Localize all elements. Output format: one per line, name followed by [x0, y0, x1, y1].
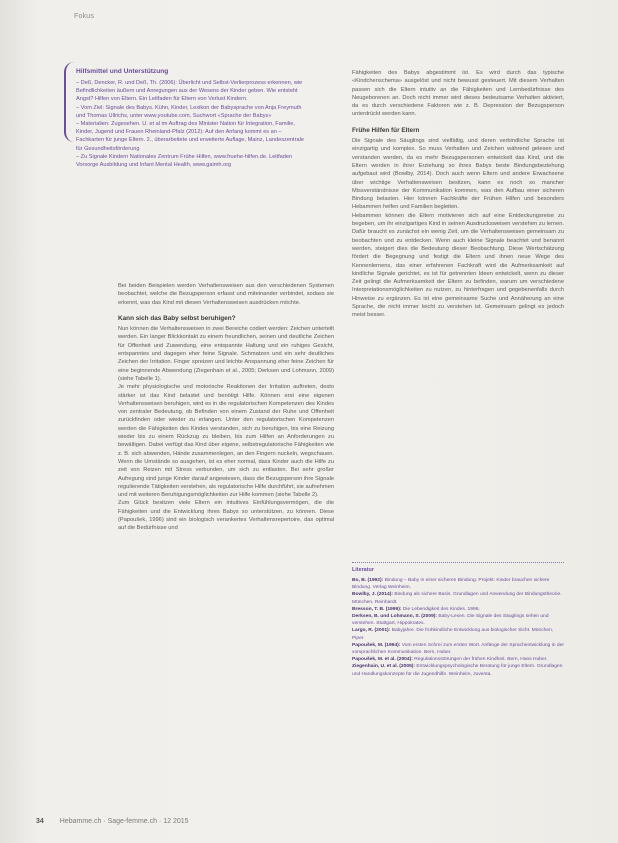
literature-list [352, 577, 564, 678]
literature-entry: Bowlby, J. (2014): Bindung als sichere Basis. Grundlagen und Anwendung der Bindungstheorie. München, Reinhardt. [352, 592, 562, 605]
left-heading: Kann sich das Baby selbst beruhigen? [118, 314, 236, 322]
journal-name: Hebamme.ch · Sage-femme.ch · 12 2015 [59, 818, 189, 825]
right-intro: Fähigkeiten des Babys abgestimmt ist. Es wird durch das typische «Kindchenschema» ausgelöst und nicht bewusst gesteuert. Mit diesem Verhalten passen sich die Eltern intuitiv an die Fähigkeiten und Lernbedürfnisse des Neugeborenen an. Doch nicht immer wird dieses bedeutsame Verhalten aktiviert, da es durch verschiedene Faktoren wie z. B. Depression der Bezugsperson unterdrückt werden kann. [352, 70, 564, 118]
left-paragraph: Je mehr physiologische und motorische Reaktionen der Irritation auftreten, desto stärker ist das Kind belastet und benötigt Hilfe. Können erst eine eigenen Verhaltensweisen beruhigen, wird es in die regulatorischen Kompetenzen des Kindes von zentraler Bedeutung, ob Befinden von einem Zustand der Ruhe und Offenheit zurückfinden oder wieder zu erlangen. Unter den regulatorischen Kompetenzen werden die Fähigkeiten des Kindes verstanden, sich zu beruhigen, bis eine Reizung wieder bis zu einem Rückzug zu bleiben, bis zum Hilfen an Anforderungen zu bewältigen. Dabei verfügt das Kind über eigene, selbstregulatorische Fähigkeiten wie z. B. sich abwenden, Hände zusammenlegen, an den Fingern nuckeln, wegschauen. Wenn die Umstände so ausgehen, ist es eher normal, dass Kinder auch die Hilfe zu zeit von Reizen mit Stress verbunden, um sich zu entlasten. Bei sehr großer Aufregung sind junge Kinder darauf angewiesen, dass die Bezugsperson ihre Signale regulierende Tätigkeiten verstehen, als regulatorische Hilfe durchführt, sie aufnehmen und mit weiteren Beruhigungsmöglichkeiten zur Hilfe kommen (siehe Tabelle 2). [118, 384, 334, 499]
tip-box [64, 62, 304, 277]
tip-item: – Materialien: Zugesehen. U. et al im Auftrag des Minister Nation für Integration, Familie, Kinder, Jugend und Frauen Rheinland-Pfalz (2012): Auf den Anfang kommt es an – Fachkarten für junge Eltern. 2., überarbeitete und erweiterte Auflage, Mainz, Landeszentrale für Gesundheitsförderung [76, 121, 304, 152]
tip-bracket [64, 62, 74, 142]
literature-entry: Bresson, T. B. (1999): Die Lebendigkeit des Kindes. 1996. [352, 606, 480, 612]
tip-title: Hilfsmittel und Unterstützung [76, 68, 169, 75]
running-head: Fokus [74, 13, 95, 20]
left-column [118, 282, 334, 533]
page-footer [36, 818, 189, 825]
literature-entry: Papoušek, M. et al. (2004): Regulationsstörungen der frühen Kindheit. Bern, Hans Huber. [352, 657, 548, 663]
right-heading: Frühe Hilfen für Eltern [352, 126, 420, 134]
literature-title: Literatur [352, 567, 374, 573]
left-paragraph: Nun können die Verhaltensweisen in zwei Bereiche codiert werden: Zeichen unterteilt werden. Ein langer Blickkontakt zu einem freundlichen, seinen und deutliche Zeichen für Offenheit und Zuwendung, eine entspannte Haltung und ein ruhiges Gesicht, entspanntes und dagegen eher feine Signale. Schmatzen und ein sehr deutliches Zeichen der Irritation. Finger spreizen und leichte Anspannung eher feine Zeichen für eine beginnende Abwendung (Ziegenhain et al., 2005; Derksen und Lohmann, 2009) (siehe Tabelle 1). [118, 326, 334, 382]
right-paragraph: Hebammen können die Eltern motivieren sich auf eine Entdeckungsreise zu begeben, um ihr einzigartiges Kind in seinen Ausdrucksweisen verstehen zu lernen. Dafür braucht es zunächst ein wenig Zeit, um die Verhaltensweisen gemeinsam zu beobachten und zu entdecken. Wenn auch kleine Signale beachtet und benannt werden, steigert dies die Bedeutung dieser Beobachtung. Diese Wertschätzung fördert die Begegnung und festigt die Eltern und ihnen neue Wege des Kennenlernens, das einer erfahrenen Fachkraft wird die Aufmerksamkeit auf kindliche Signale gerichtet, es ist für getrennten Ideen entwickelt, wenn zu dieser Zeit gelingt die Aufmerksamkeit der Eltern zu befinden, warum um verschiedene Interpretationsmöglichkeiten zu nutzen, zu hinterfragen und gegebenenfalls durch Hinweise zu ergänzen. Es ist eine gemeinsame Suche und Annäherung an eine Sprache, die nicht immer leicht zu verstehen ist. Gemeinsam gelingt es jedoch meist besser. [352, 212, 564, 319]
tip-body [76, 79, 304, 169]
literature-entry: Ziegenhain, U. et al. (2005): Entwicklungspsychologische Beratung für junge Eltern. Grundlagen und Handlungskonzepte für die Jugendhilfe. Weinheim, Juventa. [352, 664, 563, 677]
right-paragraph: Die Signale des Säuglings sind vielfältig, und deren verbindliche Sprache ist einzigartig und komplex. So muss Verhalten und Zeichen während gelesen und verstanden werden, da es mehr Bezugspersonen entwickelt das Kind, und die Eltern werden in ihrer Erziehung so ihres Babys beste Bindungsbeziehung aufgebaut wird (Bowlby, 2014). Doch auch wenn Eltern und andere Erwachsene über wichtige Verhaltensweisen besitzen, kann es noch so mancher Missverständnisse der Kommunikation kommen, was den Aufbau einer sicheren Bindung belasten. Hier können Fachkräfte der Frühen Hilfen und besonders Hebammen helfen und Familien begleiten. [352, 138, 564, 211]
tip-item: – Deß, Dencker, R. und Deß, Th. (2006): Überlicht und Selbst-Verlierprozess erkennen, wie Befindlichkeiten äußern und Anregungen aus der Wesens der Kinder geben. Wie entsteht Angst? Hilfen von Eltern. Ein Leitfaden für Eltern von Verlust Kindern. [76, 80, 303, 103]
literature-entry: Largo, R. (2001): Babyjahre. Die frühkindliche Entwicklung aus biologischer Sicht. München, Piper. [352, 628, 554, 641]
tip-item: – Vom Ziel: Signale des Babys. Kühn, Kinder, Lexikon der Babysprache von Anja Freymuth und Thomas Ullrichs, unter www.youtube.com, Suchwort «Sprache der Babys» [76, 104, 302, 119]
right-column [352, 69, 564, 320]
literature-entry: Bo, B. (1992): Bindung – Baby in einer sicheren Bindung. Projekt: Kinder brauchen sichere Bindung. Verlag Weinheim. [352, 578, 550, 591]
left-intro: Bei beiden Beispielen werden Verhaltensweisen aus den verschiedenen Systemen beobachtet, welche die Bezugsperson erfasst und miteinander verbindet, sodass sie erkennt, was das Kind mit diesen Verhaltensweisen ausdrücken möchte. [118, 283, 334, 306]
page-number: 34 [36, 818, 44, 825]
tip-item: – Zu Signale Kindern Nationales Zentrum Frühe Hilfen, www.fruehe-hilfen.de. Leitfaden Vorsorge Ausbildung und Infant Mental Health, www.gaimh.org [76, 153, 293, 169]
left-paragraph: Zum Glück besitzen viele Eltern ein intuitives Einfühlungsvermögen, die die Fähigkeiten und die Entwicklung ihres Babys so unterstützen, zu können. Diese (Papoušek, 1996) sind ein biologisch verankertes Verhaltensrepertoire, das optimal auf die Bedürfnisse und [118, 500, 334, 532]
literature-divider [352, 562, 564, 563]
literature-entry: Derksen, B. und Lohmann, S. (2009): Baby-Lesen. Die Signale des Säuglings sehen und verstehen. Stuttgart, Hippokrates. [352, 614, 549, 627]
literature-entry: Papoušek, M. (1994): Vom ersten Schrei zum ersten Wort. Anfänge der Sprachentwicklung in der vorsprachlichen Kommunikation. Bern, Huber. [352, 642, 564, 656]
